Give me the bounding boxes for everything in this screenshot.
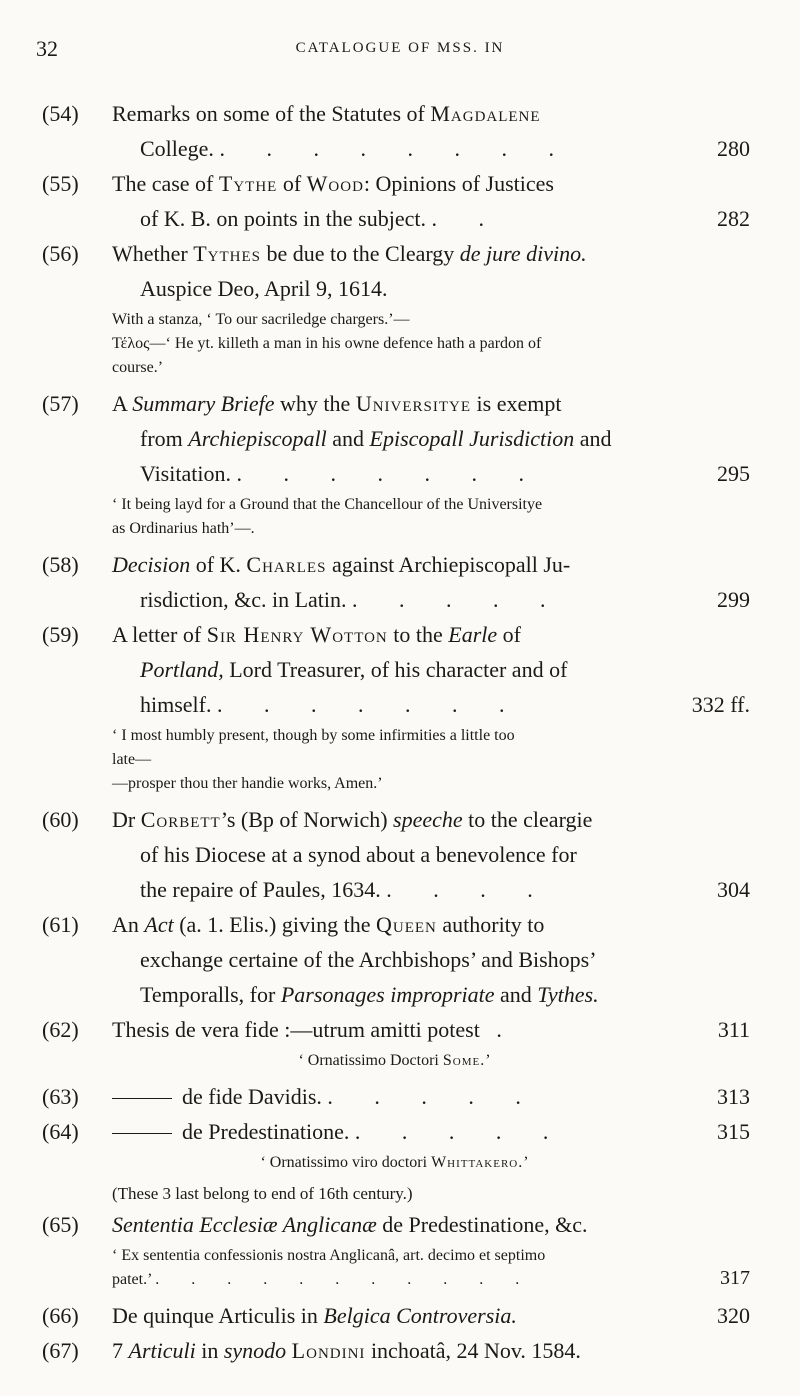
entry-text: : Opinions of Justices — [363, 171, 554, 196]
note-text: ‘ Ornatissimo Doctori — [298, 1052, 439, 1069]
leader-dots: . . . . . — [354, 1119, 567, 1144]
note-text: ‘ It being layd for a Ground that the Chancellour of the Universitye — [112, 496, 543, 513]
entry-italic: Parsonages impropriate — [280, 982, 495, 1007]
entry-59-note — [42, 724, 758, 796]
entry-number: (65) — [42, 1212, 79, 1237]
entry-64 — [42, 1114, 758, 1149]
entry-59 — [42, 617, 758, 722]
entry-text: A letter of — [112, 622, 202, 647]
entry-56 — [42, 236, 758, 306]
entry-text: Visitation. — [140, 461, 231, 486]
entry-text: Whether — [112, 241, 188, 266]
page-ref: 332 ff. — [691, 692, 750, 717]
entry-63 — [42, 1079, 758, 1114]
page-ref: 320 — [717, 1303, 750, 1328]
entry-smallcaps: Magdalene — [430, 101, 541, 126]
page-ref: 304 — [717, 877, 750, 902]
entry-text: of — [502, 622, 521, 647]
leader-dots: . . . . . — [327, 1084, 539, 1109]
entry-text: himself. — [140, 692, 212, 717]
page-ref: 317 — [720, 1267, 750, 1289]
page-ref: 315 — [717, 1119, 750, 1144]
running-title: CATALOGUE OF MSS. IN — [295, 40, 505, 56]
page-number: 32 — [36, 36, 58, 61]
entry-text: College. — [140, 136, 214, 161]
entry-number: (62) — [42, 1017, 79, 1042]
entry-italic: Belgica Controversia. — [323, 1303, 517, 1328]
entry-smallcaps: Tythe — [218, 171, 278, 196]
entry-text: ’s (Bp of Norwich) — [220, 807, 388, 832]
entry-text: of K. B. on points in the subject. — [140, 206, 426, 231]
entry-text: to the — [393, 622, 443, 647]
leader-dots: . . . . . — [352, 587, 564, 612]
entry-italic: Act — [144, 912, 174, 937]
entry-60 — [42, 802, 758, 907]
entry-55 — [42, 166, 758, 236]
entry-62 — [42, 1012, 758, 1047]
note-text: late— — [112, 751, 152, 768]
ditto-dash — [112, 1098, 172, 1099]
entry-smallcaps: Sir Henry Wotton — [206, 622, 388, 647]
page-ref: 311 — [717, 1017, 750, 1042]
entry-text: Auspice Deo, April 9, 1614. — [140, 276, 388, 301]
entry-text: inchoatâ, 24 Nov. 1584. — [370, 1338, 581, 1363]
leader-dots: . . — [431, 206, 502, 231]
entry-text: of his Diocese at a synod about a benevolence for — [140, 842, 577, 867]
entry-italic: speeche — [393, 807, 463, 832]
entry-text: Lord Treasurer, of his character and of — [229, 657, 568, 682]
entry-text: against Archiepiscopall Ju- — [331, 552, 571, 577]
entry-text: Remarks on some of the Statutes of — [112, 101, 425, 126]
entry-smallcaps: Wood — [306, 171, 364, 196]
entry-smallcaps: Tythes — [193, 241, 262, 266]
page-ref: 299 — [717, 587, 750, 612]
entry-text: be due to the Cleargy — [266, 241, 455, 266]
entry-text: of — [282, 171, 302, 196]
entry-text: 7 — [112, 1338, 123, 1363]
entry-text: de Predestinatione. — [182, 1119, 350, 1144]
entry-italic: Episcopall Jurisdiction — [369, 426, 575, 451]
entry-text: Dr — [112, 807, 136, 832]
entry-number: (59) — [42, 622, 79, 647]
entry-italic: Summary Briefe — [132, 391, 275, 416]
entry-italic: Portland, — [140, 657, 224, 682]
note-text: Τέλος—‘ He yt. killeth a man in his owne defence hath a pardon of — [112, 335, 542, 352]
entry-italic: Sententia Ecclesiæ Anglicanæ — [112, 1212, 377, 1237]
leader-dots: . . . . . . . . — [219, 136, 572, 161]
entry-text: exchange certaine of the Archbishops’ and Bishops’ — [140, 947, 597, 972]
page-ref: 295 — [717, 461, 750, 486]
entry-text: and — [500, 982, 532, 1007]
note-text: With a stanza, ‘ To our sacriledge chargers.’— — [112, 311, 410, 328]
entry-66 — [42, 1298, 758, 1333]
entry-number: (66) — [42, 1303, 79, 1328]
entry-text: is exempt — [476, 391, 562, 416]
entry-smallcaps: Queen — [375, 912, 437, 937]
ditto-dash — [112, 1133, 172, 1134]
entry-smallcaps: Universitye — [355, 391, 472, 416]
entry-text: de Predestinatione, &c. — [382, 1212, 588, 1237]
entry-text: De quinque Articulis in — [112, 1303, 318, 1328]
entry-italic: synodo — [223, 1338, 287, 1363]
entry-text: why the — [280, 391, 351, 416]
note-text: ‘ Ornatissimo viro doctori — [260, 1154, 428, 1171]
entry-italic: Earle — [448, 622, 498, 647]
entry-number: (57) — [42, 391, 79, 416]
entry-text: authority to — [442, 912, 545, 937]
entry-italic: Archiepiscopall — [188, 426, 327, 451]
entry-text: and — [579, 426, 612, 451]
entry-number: (54) — [42, 101, 79, 126]
note-text: patet.’ — [112, 1271, 152, 1288]
entry-65-note — [42, 1244, 758, 1292]
note-text: ‘ Ex sententia confessionis nostra Anglicanâ, art. decimo et septimo — [112, 1247, 546, 1264]
entry-number: (67) — [42, 1338, 79, 1363]
entry-number: (56) — [42, 241, 79, 266]
entry-number: (55) — [42, 171, 79, 196]
entry-57-note — [42, 493, 758, 541]
note-text: —prosper thou ther handie works, Amen.’ — [112, 775, 383, 792]
entry-text: of K. — [195, 552, 241, 577]
entry-62-note — [32, 1049, 758, 1073]
entry-smallcaps: Londini — [291, 1338, 366, 1363]
note-text: as Ordinarius hath’—. — [112, 520, 255, 537]
leader-dots: . . . . — [386, 877, 551, 902]
entry-text: Temporalls, for — [140, 982, 276, 1007]
entry-57 — [42, 386, 758, 491]
entry-smallcaps: Corbett — [140, 807, 221, 832]
entry-italic: Decision — [112, 552, 191, 577]
note-smallcaps: Some.’ — [442, 1052, 492, 1069]
entry-text: (a. 1. Elis.) giving the — [179, 912, 371, 937]
entry-text: from — [140, 426, 183, 451]
entry-text: de fide Davidis. — [182, 1084, 322, 1109]
entry-number: (61) — [42, 912, 79, 937]
entry-text: A — [112, 391, 127, 416]
entry-number: (64) — [42, 1119, 79, 1144]
entry-text: the repaire of Paules, 1634. — [140, 877, 381, 902]
note-smallcaps: Whittakero.’ — [431, 1154, 530, 1171]
page-ref: 280 — [717, 136, 750, 161]
entry-text: Thesis de vera fide :—utrum amitti potest — [112, 1017, 480, 1042]
entry-text: An — [112, 912, 139, 937]
entry-61 — [42, 907, 758, 1012]
note-text: ‘ I most humbly present, though by some infirmities a little too — [112, 727, 515, 744]
entry-smallcaps: Charles — [246, 552, 327, 577]
entry-64-note — [32, 1151, 758, 1175]
entry-text: in — [201, 1338, 219, 1363]
leader-dots: . — [496, 1017, 502, 1042]
entry-italic: Tythes. — [537, 982, 599, 1007]
entry-54 — [42, 96, 758, 166]
leader-dots: . . . . . . . — [217, 692, 523, 717]
note-text: course.’ — [112, 359, 164, 376]
entry-58 — [42, 547, 758, 617]
entry-number: (60) — [42, 807, 79, 832]
entry-italic: Articuli — [128, 1338, 196, 1363]
entry-number: (63) — [42, 1084, 79, 1109]
leader-dots: . . . . . . . . . . . — [155, 1271, 534, 1288]
entry-text: The case of — [112, 171, 214, 196]
entry-number: (58) — [42, 552, 79, 577]
entry-text: and — [332, 426, 365, 451]
entry-text: to the cleargie — [468, 807, 593, 832]
page-ref: 282 — [717, 206, 750, 231]
entry-65 — [42, 1207, 758, 1242]
leader-dots: . . . . . . . — [236, 461, 542, 486]
entry-67 — [42, 1333, 758, 1368]
remark-note: (These 3 last belong to end of 16th century.) — [112, 1184, 413, 1203]
catalogue-entries — [42, 96, 758, 1368]
entry-text: risdiction, &c. in Latin. — [140, 587, 347, 612]
entry-italic: de jure divino. — [459, 241, 587, 266]
page-ref: 313 — [717, 1084, 750, 1109]
entry-56-note — [42, 308, 758, 380]
